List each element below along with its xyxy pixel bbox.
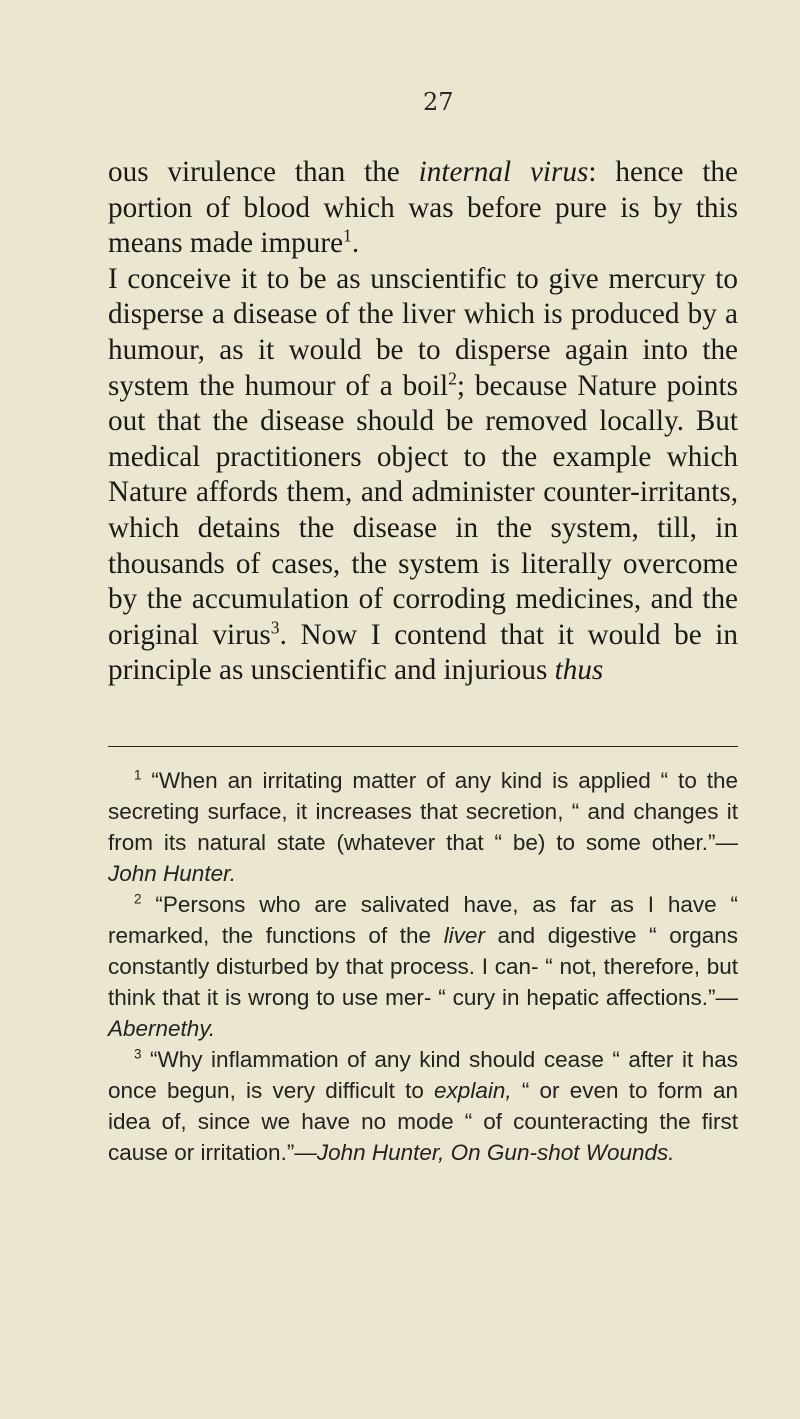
footnote-2: $^2$ “Persons who are salivated have, as far as I have “ remarked, the functions of the liver and digestive “ organs constantly disturbed by that process. I can- “ not, therefore, but think that it is wrong to use mer- “ cury in hepatic affections.”—Abernethy. xyxy=(108,891,738,1041)
paragraph-2: I conceive it to be as unscientific to give mercury to disperse a disease of the liver which is produced by a humour, as it would be to disperse again into the system the humour of a boil$^2$; because Nature points out that the disease should be removed locally. But medical practitioners object to the example which Nature affords them, and administer counter-irritants, which detains the disease in the system, till, in thousands of cases, the system is literally overcome by the accumulation of corroding medicines, and the original virus$^3$. Now I contend that it would be in principle as unscientific and injurious thus xyxy=(108,262,738,687)
footnote-divider xyxy=(108,746,738,747)
footnote-1: $^1$ “When an irritating matter of any kind is applied “ to the secreting surface, it increases that secretion, “ and changes it from its natural state (whatever that “ be) to some other.”—John Hunter. xyxy=(108,767,738,886)
footnote-3: $^3$ “Why inflammation of any kind should cease “ after it has once begun, is very difficult to explain, “ or even to form an idea of, since we have no mode “ of counteracting the first cause or irritation.”—John Hunter, On Gun-shot Wounds. xyxy=(108,1046,738,1165)
page-number: 27 xyxy=(423,88,454,116)
paragraph-1: ous virulence than the internal virus: hence the portion of blood which was before pure is by this means made impure$^1$. xyxy=(108,156,738,260)
footnote-ref-3: 3 xyxy=(270,616,280,637)
main-text xyxy=(108,155,738,689)
footnotes xyxy=(108,765,738,1168)
footnote-ref-1: 1 xyxy=(343,225,352,246)
footnote-ref-2: 2 xyxy=(448,367,457,388)
